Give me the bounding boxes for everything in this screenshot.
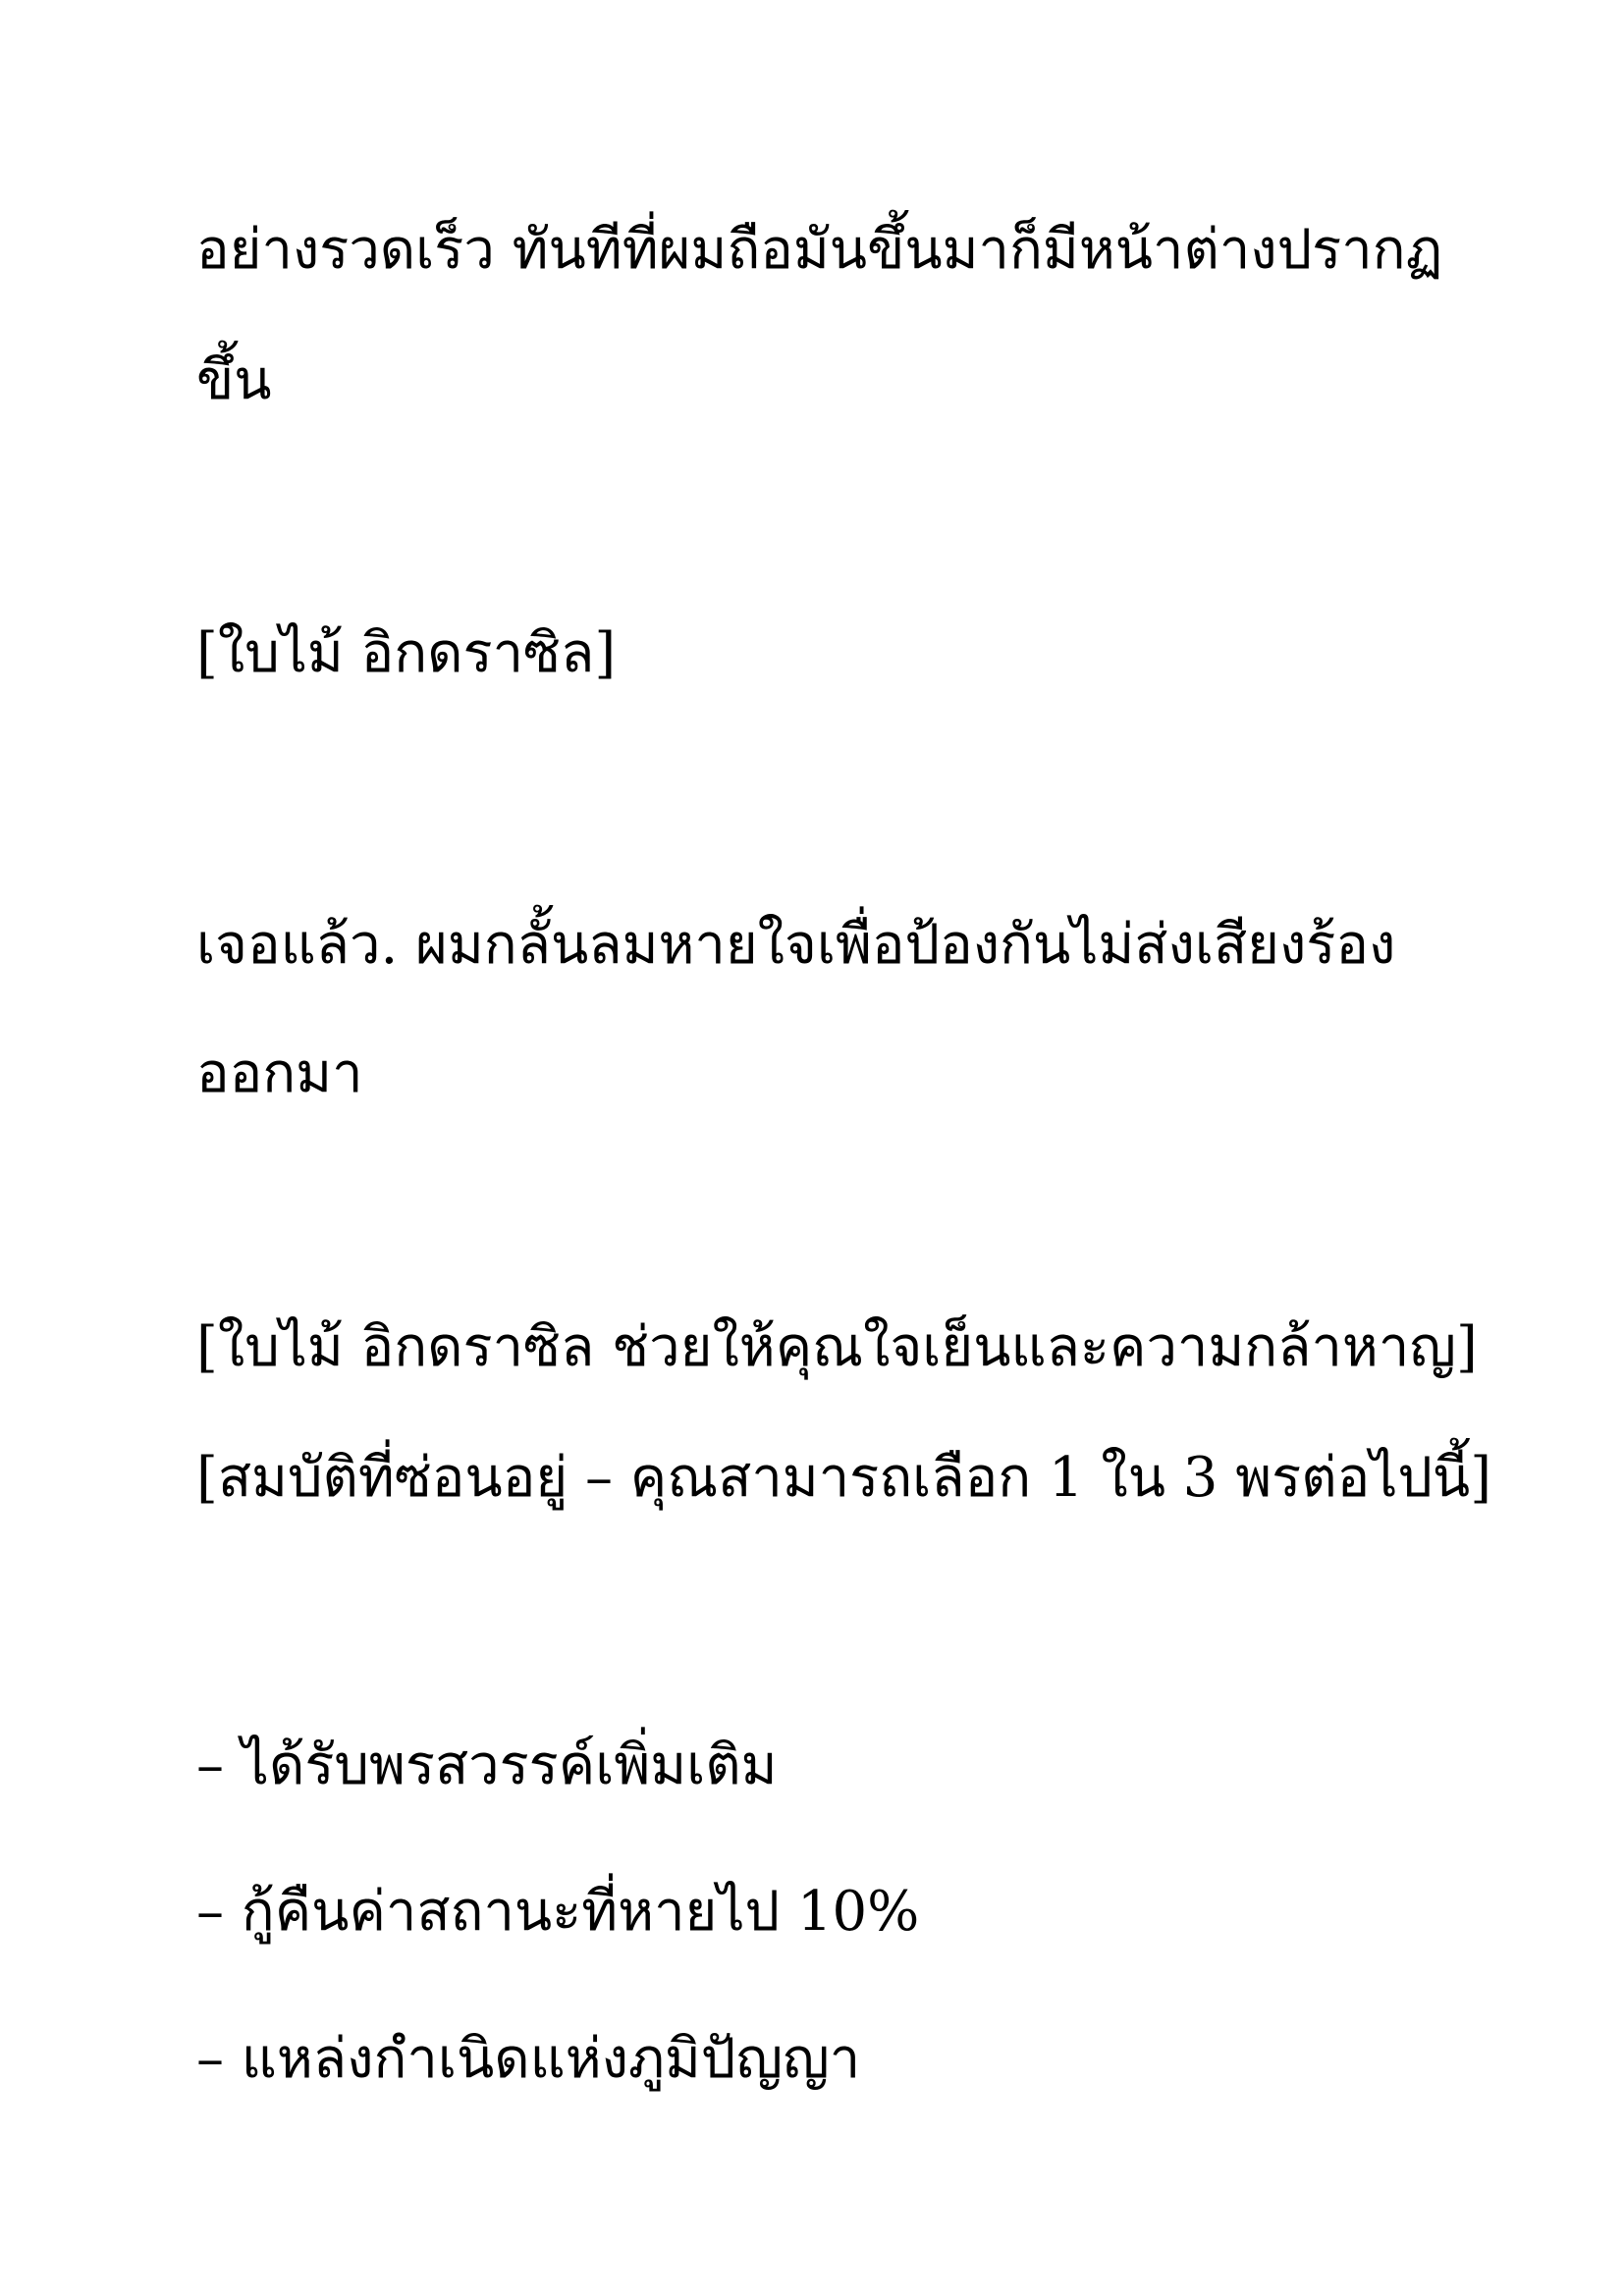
paragraph-1-line-1: อย่างรวดเร็ว ทันทีที่ผมถือมันขึ้นมาก็มีหน้าต่างปรากฏ — [196, 218, 1443, 282]
hidden-property-line: [สมบัติที่ซ่อนอยู่ – คุณสามารถเลือก 1 ใน 3 พรต่อไปนี้] — [196, 1446, 1492, 1510]
option-item: – กู้คืนค่าสถานะที่หายไป 10% — [196, 1880, 920, 1944]
window-title: [ใบไม้ อิกดราซิล] — [196, 621, 617, 685]
paragraph-1-line-2: ขึ้น — [196, 348, 272, 412]
item-description: [ใบไม้ อิกดราซิล ช่วยให้คุณใจเย็นและความกล้าหาญ] — [196, 1315, 1478, 1379]
option-item: – แหล่งกำเนิดแห่งภูมิปัญญา — [196, 2027, 861, 2091]
option-item: – ได้รับพรสวรรค์เพิ่มเติม — [196, 1734, 778, 1797]
paragraph-2-line-1: เจอแล้ว. ผมกลั้นลมหายใจเพื่อป้องกันไม่ส่งเสียงร้อง — [196, 913, 1396, 977]
paragraph-2-line-2: ออกมา — [196, 1041, 363, 1105]
